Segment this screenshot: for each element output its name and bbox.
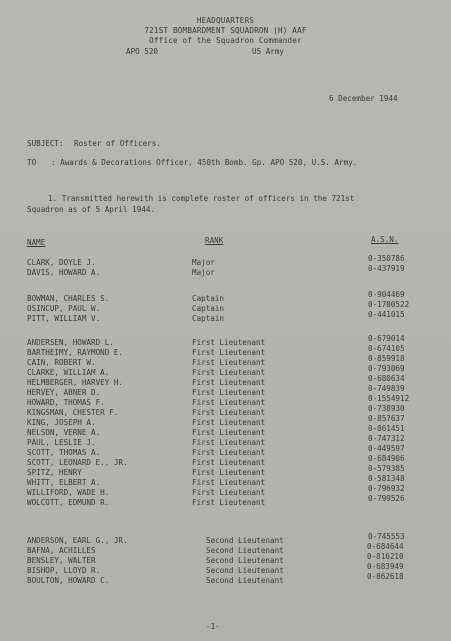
- to-label: TO: [27, 158, 37, 167]
- officer-rank: Second Lieutenant: [206, 546, 284, 555]
- officer-serial: 0-579385: [368, 464, 405, 473]
- officer-name: BENSLEY, WALTER: [27, 556, 96, 565]
- officer-name: WHITT, ELBERT A.: [27, 478, 101, 487]
- officer-name: BOWMAN, CHARLES S.: [27, 294, 110, 303]
- officer-serial: 0-1554912: [368, 394, 410, 403]
- officer-serial: 0-862618: [367, 572, 404, 581]
- officer-serial: 0-449597: [368, 444, 405, 453]
- officer-name: CLARKE, WILLIAM A.: [27, 368, 110, 377]
- officer-rank: First Lieutenant: [192, 368, 266, 377]
- subject-text: Roster of Officers.: [74, 139, 161, 148]
- officer-rank: First Lieutenant: [192, 448, 266, 457]
- officer-rank: First Lieutenant: [192, 378, 266, 387]
- officer-rank: First Lieutenant: [192, 348, 266, 357]
- body-line-1: 1. Transmitted herewith is complete roster of officers in the 721st: [48, 194, 355, 203]
- officer-name: SCOTT, LEONARD E., JR.: [27, 458, 128, 467]
- officer-name: NELSON, VERNE A.: [27, 428, 101, 437]
- officer-serial: 0-859918: [368, 354, 405, 363]
- officer-rank: Major: [192, 268, 215, 277]
- header-apo: APO 520: [126, 47, 159, 56]
- officer-name: ANDERSON, EARL G., JR.: [27, 536, 128, 545]
- officer-rank: First Lieutenant: [192, 468, 266, 477]
- officer-name: HOWARD, THOMAS F.: [27, 398, 105, 407]
- officer-serial: 0-816210: [367, 552, 404, 561]
- officer-rank: First Lieutenant: [192, 438, 266, 447]
- table-row: [0, 494, 451, 507]
- document-date: 6 December 1944: [329, 94, 398, 103]
- subject-label: SUBJECT:: [27, 139, 64, 148]
- officer-rank: Second Lieutenant: [206, 566, 284, 575]
- header-army: US Army: [252, 47, 285, 56]
- officer-name: BOULTON, HOWARD C.: [27, 576, 110, 585]
- officer-name: WOLCOTT, EDMUND R.: [27, 498, 110, 507]
- officer-rank: First Lieutenant: [192, 398, 266, 407]
- officer-rank: Captain: [192, 314, 225, 323]
- officer-rank: Second Lieutenant: [206, 556, 284, 565]
- officer-name: KING, JOSEPH A.: [27, 418, 96, 427]
- column-header-rank: RANK: [205, 236, 224, 245]
- officer-serial: 0-796932: [368, 484, 405, 493]
- officer-rank: First Lieutenant: [192, 488, 266, 497]
- officer-rank: Captain: [192, 294, 225, 303]
- officer-serial: 0-684644: [367, 542, 404, 551]
- officer-name: PAUL, LESLIE J.: [27, 438, 96, 447]
- table-row: [0, 264, 451, 277]
- officer-name: BISHOP, LLOYD R.: [27, 566, 101, 575]
- officer-name: SCOTT, THOMAS A.: [27, 448, 101, 457]
- officer-serial: 0-680634: [368, 374, 405, 383]
- page-number: -1-: [206, 622, 220, 631]
- column-header-name: NAME: [27, 238, 46, 247]
- officer-name: HERVEY, ABNER D.: [27, 388, 101, 397]
- officer-rank: Major: [192, 258, 215, 267]
- officer-serial: 0-747312: [368, 434, 405, 443]
- officer-rank: First Lieutenant: [192, 408, 266, 417]
- body-line-2: Squadron as of 5 April 1944.: [27, 205, 156, 214]
- officer-name: HELMBERGER, HARVEY H.: [27, 378, 124, 387]
- officer-name: PITT, WILLIAM V.: [27, 314, 101, 323]
- officer-name: SPITZ, HENRY: [27, 468, 82, 477]
- officer-name: KINGSMAN, CHESTER F.: [27, 408, 119, 417]
- officer-serial: 0-679014: [368, 334, 405, 343]
- officer-rank: First Lieutenant: [192, 418, 266, 427]
- table-row: [0, 310, 451, 323]
- officer-name: OSINCUP, PAUL W.: [27, 304, 101, 313]
- officer-rank: Captain: [192, 304, 225, 313]
- header-line-2: 721ST BOMBARDMENT SQUADRON (H) AAF: [144, 26, 307, 35]
- officer-name: CLARK, DOYLE J.: [27, 258, 96, 267]
- officer-name: DAVIS, HOWARD A.: [27, 268, 101, 277]
- officer-serial: 0-904469: [368, 290, 405, 299]
- officer-rank: First Lieutenant: [192, 498, 266, 507]
- officer-serial: 0-738930: [368, 404, 405, 413]
- officer-serial: 0-684906: [368, 454, 405, 463]
- officer-serial: 0-1700522: [368, 300, 410, 309]
- officer-serial: 0-749839: [368, 384, 405, 393]
- officer-serial: 0-350786: [368, 254, 405, 263]
- officer-name: WILLIFORD, WADE H.: [27, 488, 110, 497]
- officer-rank: First Lieutenant: [192, 428, 266, 437]
- officer-name: ANDERSEN, HOWARD L.: [27, 338, 114, 347]
- officer-serial: 0-857637: [368, 414, 405, 423]
- officer-name: BARTHEIMY, RAYMOND E.: [27, 348, 124, 357]
- officer-serial: 0-441015: [368, 310, 405, 319]
- officer-rank: First Lieutenant: [192, 388, 266, 397]
- officer-rank: Second Lieutenant: [206, 576, 284, 585]
- officer-serial: 0-674105: [368, 344, 405, 353]
- header-line-1: HEADQUARTERS: [196, 16, 255, 25]
- table-row: [0, 572, 451, 585]
- column-header-serial: A.S.N.: [371, 235, 399, 244]
- officer-serial: 0-581348: [368, 474, 405, 483]
- officer-rank: First Lieutenant: [192, 338, 266, 347]
- officer-serial: 0-799526: [368, 494, 405, 503]
- officer-serial: 0-745553: [368, 532, 405, 541]
- officer-name: CAIN, ROBERT W.: [27, 358, 96, 367]
- officer-rank: First Lieutenant: [192, 478, 266, 487]
- officer-serial: 0-683949: [367, 562, 404, 571]
- officer-name: BAFNA, ACHILLES: [27, 546, 96, 555]
- to-text: : Awards & Decorations Officer, 450th Bomb. Gp. APO 520, U.S. Army.: [51, 158, 358, 167]
- officer-rank: First Lieutenant: [192, 358, 266, 367]
- officer-serial: 0-437919: [368, 264, 405, 273]
- officer-serial: 0-793069: [368, 364, 405, 373]
- officer-rank: Second Lieutenant: [206, 536, 284, 545]
- officer-rank: First Lieutenant: [192, 458, 266, 467]
- header-line-3: Office of the Squadron Commander: [149, 36, 302, 45]
- officer-serial: 0-861451: [368, 424, 405, 433]
